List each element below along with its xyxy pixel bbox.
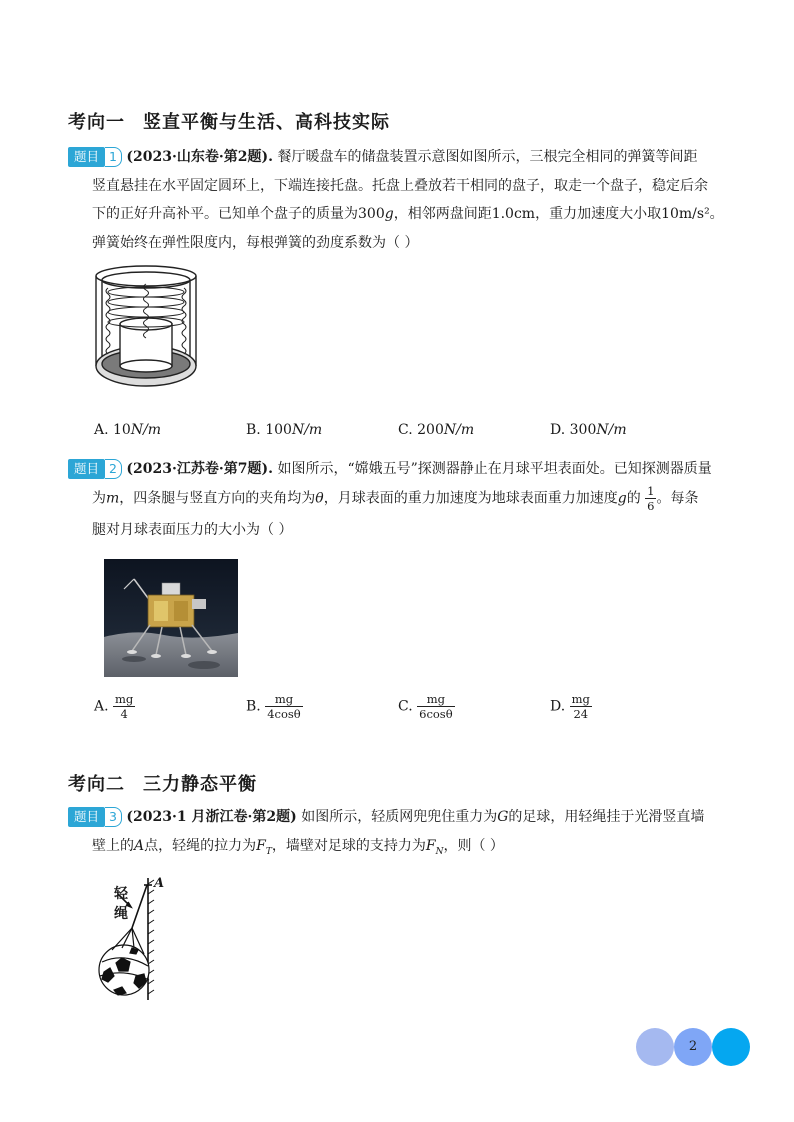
option-b[interactable]: B. $\frac{mg}{4\cos\theta}$: [246, 692, 301, 721]
question-text: 下的正好升高补平。已知单个盘子的质量为300g，相邻两盘间距1.0cm，重力加速度大小取10m/s²。: [92, 206, 724, 222]
question-text: 壁上的A点，轻绳的拉力为$F_T$，墙壁对足球的支持力为$F_N$，则（ ）: [92, 837, 504, 857]
section-2-title: 三力静态平衡: [143, 774, 257, 795]
question-text: 腿对月球表面压力的大小为（ ）: [92, 521, 293, 538]
question-text: 如图所示，轻质网兜兜住重力为G的足球，用轻绳挂于光滑竖直墙: [301, 809, 705, 825]
badge-circle: [712, 1028, 750, 1066]
option-c[interactable]: C. $\frac{mg}{6\cos\theta}$: [398, 692, 453, 721]
rope-label: 轻 绳: [114, 886, 128, 922]
question-text: 竖直悬挂在水平固定圆环上，下端连接托盘。托盘上叠放若干相同的盘子，取走一个盘子，稳定后余: [92, 177, 708, 194]
plate-warmer-figure: [90, 262, 202, 392]
question-3: [68, 803, 738, 866]
section-1-heading: [68, 108, 390, 134]
lunar-lander-photo: [104, 559, 238, 677]
page-number: 2: [674, 1028, 712, 1066]
option-a[interactable]: A. 10N/m: [94, 422, 162, 438]
question-2: [68, 455, 738, 544]
section-2-label: 考向二: [68, 774, 125, 795]
question-text: 餐厅暖盘车的储盘装置示意图如图所示，三根完全相同的弹簧等间距: [277, 149, 698, 165]
page-number-badge: [636, 1027, 752, 1067]
badge-circle: [636, 1028, 674, 1066]
football-wall-figure: [92, 872, 172, 1004]
question-source: (2023·山东卷·第2题).: [126, 149, 273, 165]
option-b[interactable]: B. 100N/m: [246, 422, 323, 438]
question-tag: 题目 2: [68, 459, 122, 479]
fraction: $\frac{1}{6}$: [647, 483, 655, 513]
option-d[interactable]: D. $\frac{mg}{24}$: [550, 692, 590, 721]
point-a-label: A: [154, 876, 165, 891]
question-tag: 题目 1: [68, 147, 122, 167]
option-c[interactable]: C. 200N/m: [398, 422, 475, 438]
question-1: [68, 143, 738, 257]
section-2-heading: [68, 770, 257, 796]
question-text: 为m，四条腿与竖直方向的夹角均为θ，月球表面的重力加速度为地球表面重力加速度g的 $\frac{1}{6}$ 。每条: [92, 483, 699, 513]
option-a[interactable]: A. $\frac{mg}{4}$: [94, 692, 134, 721]
option-d[interactable]: D. 300N/m: [550, 422, 627, 438]
question-source: (2023·江苏卷·第7题).: [126, 461, 273, 477]
question-text: 弹簧始终在弹性限度内，每根弹簧的劲度系数为（ ）: [92, 234, 419, 251]
question-tag: 题目 3: [68, 807, 122, 827]
section-1-title: 竖直平衡与生活、高科技实际: [143, 112, 390, 133]
section-1-label: 考向一: [68, 112, 125, 133]
question-text: 如图所示，“嫦娥五号”探测器静止在月球平坦表面处。已知探测器质量: [277, 461, 712, 477]
question-source: (2023·1 月浙江卷·第2题): [126, 809, 297, 825]
